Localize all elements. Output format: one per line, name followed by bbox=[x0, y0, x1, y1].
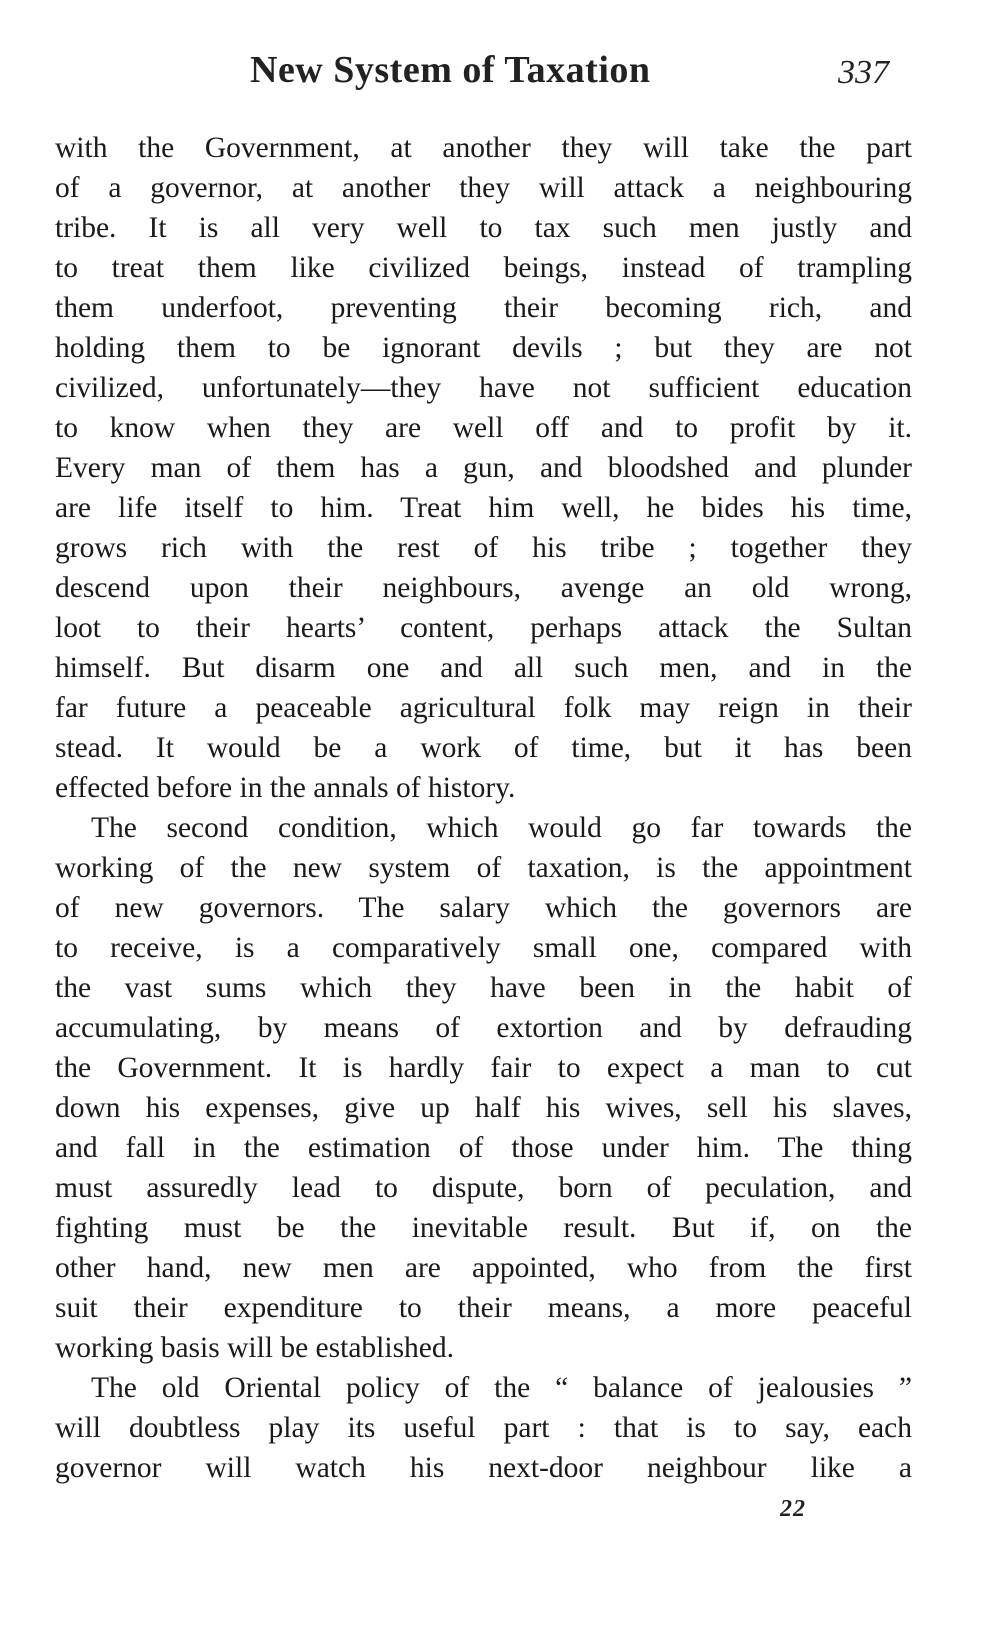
running-title: New System of Taxation bbox=[250, 49, 651, 91]
signature-mark: 22 bbox=[780, 1496, 806, 1522]
text-line: grows rich with the rest of his tribe ; together they bbox=[55, 532, 912, 564]
text-line: down his expenses, give up half his wives, sell his slaves, bbox=[55, 1092, 912, 1124]
text-line: civilized, unfortunately—they have not sufficient education bbox=[55, 372, 912, 404]
text-line: the Government. It is hardly fair to expect a man to cut bbox=[55, 1052, 912, 1084]
text-line: to know when they are well off and to profit by it. bbox=[55, 412, 912, 444]
text-line: Every man of them has a gun, and bloodshed and plunder bbox=[55, 452, 912, 484]
text-line: himself. But disarm one and all such men, and in the bbox=[55, 652, 912, 684]
text-line: them underfoot, preventing their becoming rich, and bbox=[55, 292, 912, 324]
text-line: stead. It would be a work of time, but it has been bbox=[55, 732, 912, 764]
text-line: must assuredly lead to dispute, born of peculation, and bbox=[55, 1172, 912, 1204]
text-line: of new governors. The salary which the governors are bbox=[55, 892, 912, 924]
text-line: and fall in the estimation of those under him. The thing bbox=[55, 1132, 912, 1164]
text-line: far future a peaceable agricultural folk may reign in their bbox=[55, 692, 912, 724]
text-line: to receive, is a comparatively small one, compared with bbox=[55, 932, 912, 964]
text-line: fighting must be the inevitable result. But if, on the bbox=[55, 1212, 912, 1244]
text-line: loot to their hearts’ content, perhaps attack the Sultan bbox=[55, 612, 912, 644]
page-number: 337 bbox=[838, 54, 889, 91]
text-line: are life itself to him. Treat him well, he bides his time, bbox=[55, 492, 912, 524]
paragraph bbox=[55, 808, 912, 1368]
body-text bbox=[55, 128, 912, 1488]
text-line: with the Government, at another they will take the part bbox=[55, 132, 912, 164]
paragraph bbox=[55, 128, 912, 808]
text-line: The second condition, which would go far towards the bbox=[91, 812, 912, 844]
text-line: accumulating, by means of extortion and by defrauding bbox=[55, 1012, 912, 1044]
text-line: tribe. It is all very well to tax such men justly and bbox=[55, 212, 912, 244]
text-line: holding them to be ignorant devils ; but they are not bbox=[55, 332, 912, 364]
text-line: The old Oriental policy of the “ balance of jealousies ” bbox=[91, 1372, 912, 1404]
running-header bbox=[0, 48, 1000, 104]
text-line: to treat them like civilized beings, instead of trampling bbox=[55, 252, 912, 284]
text-line: will doubtless play its useful part : that is to say, each bbox=[55, 1412, 912, 1444]
text-line: suit their expenditure to their means, a more peaceful bbox=[55, 1292, 912, 1324]
text-line: working of the new system of taxation, is the appointment bbox=[55, 852, 912, 884]
text-line: the vast sums which they have been in the habit of bbox=[55, 972, 912, 1004]
text-line: working basis will be established. bbox=[55, 1332, 455, 1364]
text-line: other hand, new men are appointed, who from the first bbox=[55, 1252, 912, 1284]
text-line: of a governor, at another they will attack a neighbouring bbox=[55, 172, 912, 204]
text-line: effected before in the annals of history. bbox=[55, 772, 516, 804]
paragraph bbox=[55, 1368, 912, 1488]
text-line: governor will watch his next-door neighbour like a bbox=[55, 1452, 912, 1484]
text-line: descend upon their neighbours, avenge an old wrong, bbox=[55, 572, 912, 604]
